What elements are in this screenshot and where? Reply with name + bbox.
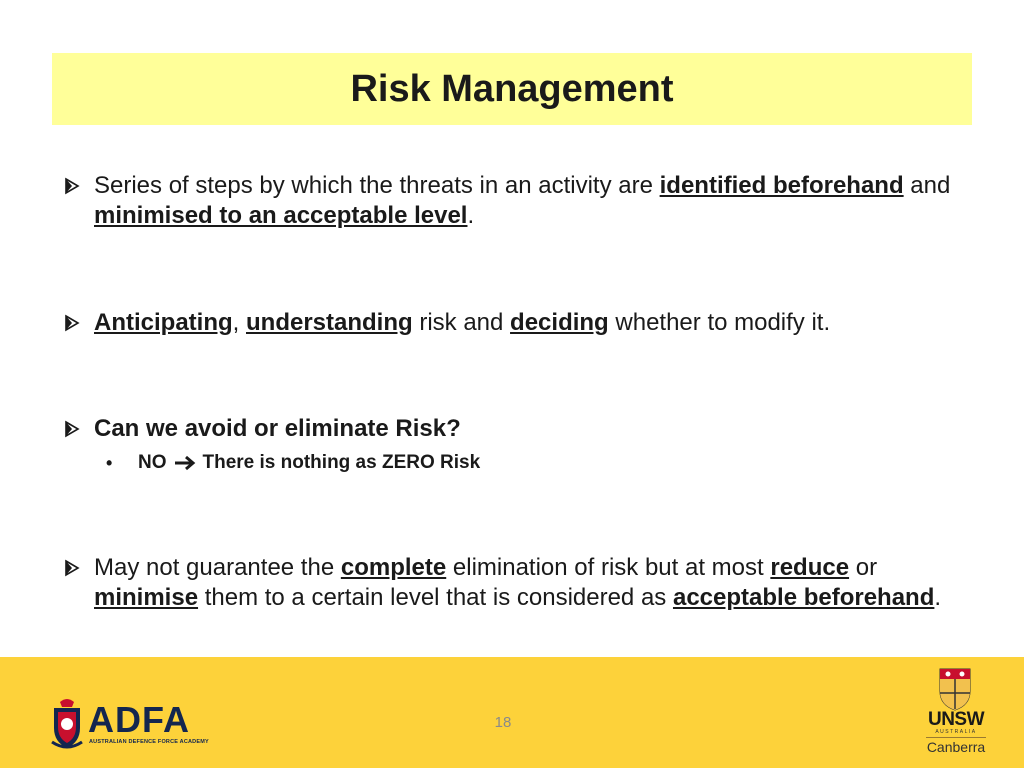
page-number: 18 [494, 714, 512, 731]
bullet-item [62, 553, 962, 613]
bullet-item [62, 171, 962, 231]
text-run: . [467, 202, 475, 229]
bullet-text [94, 414, 962, 444]
unsw-logo-subtitle: AUSTRALIA [935, 729, 977, 735]
sub-bullet-text: There is nothing as ZERO Risk [202, 452, 481, 473]
right-arrow-icon [173, 455, 197, 471]
emphasis-text: complete [340, 554, 447, 581]
emphasis-text: understanding [246, 309, 413, 336]
text-run: whether to modify it. [608, 309, 831, 336]
bullet-item [62, 414, 962, 444]
bullet-text [94, 553, 962, 613]
emphasis-text: deciding [510, 309, 609, 336]
unsw-logo-text: UNSW [927, 709, 985, 730]
text-run: Series of steps by which the threats in an activity are [94, 172, 660, 199]
emphasis-text: acceptable beforehand [672, 584, 935, 611]
text-run: or [849, 554, 878, 581]
emphasis-text: minimised to an acceptable level [94, 202, 468, 229]
text-run: . [934, 584, 942, 611]
emphasis-text: identified beforehand [659, 172, 904, 199]
emphasis-text: minimise [94, 584, 199, 611]
text-run: May not guarantee the [94, 554, 341, 581]
adfa-logo-text: ADFA [88, 699, 190, 740]
arrow-bullet-icon [62, 308, 86, 338]
footer-bar [0, 657, 1024, 768]
emphasis-text: Anticipating [94, 309, 233, 336]
bullet-text [94, 171, 962, 231]
bullet-item [62, 308, 962, 338]
arrow-bullet-icon [62, 553, 86, 583]
text-run: elimination of risk but at most [446, 554, 771, 581]
slide-title: Risk Management [350, 67, 674, 110]
arrow-bullet-icon [62, 414, 86, 444]
title-banner [52, 53, 972, 125]
sub-bullet-item [106, 450, 480, 476]
text-run: risk and [412, 309, 511, 336]
arrow-bullet-icon [62, 171, 86, 201]
unsw-crest-icon [938, 667, 972, 711]
emphasis-text: reduce [770, 554, 850, 581]
adfa-logo-subtitle: AUSTRALIAN DEFENCE FORCE ACADEMY [89, 739, 209, 745]
unsw-divider [926, 737, 986, 738]
text-run: them to a certain level that is considered as [198, 584, 673, 611]
sub-bullet-lead: NO [138, 452, 167, 473]
text-run: , [232, 309, 246, 336]
question-text: Can we avoid or eliminate Risk? [94, 415, 461, 442]
text-run: and [903, 172, 951, 199]
bullet-text [94, 308, 962, 338]
unsw-campus-label: Canberra [926, 739, 986, 755]
sub-bullet-dot: • [106, 453, 113, 473]
